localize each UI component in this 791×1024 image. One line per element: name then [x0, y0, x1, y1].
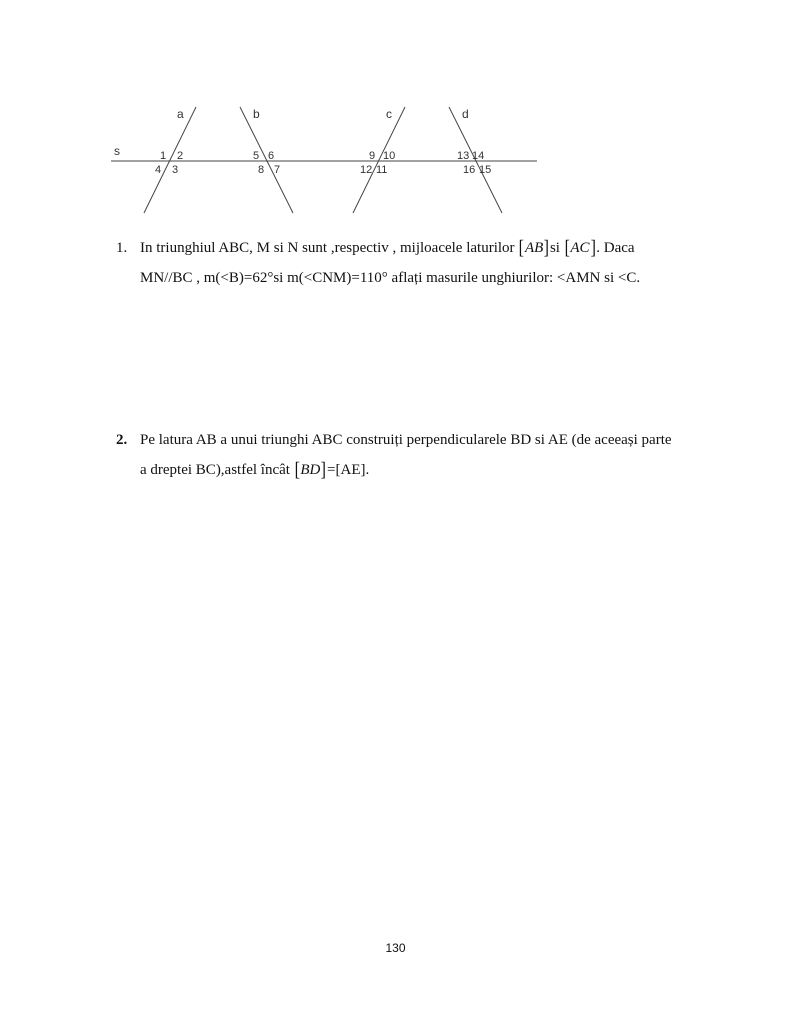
angle-label-3: 3: [172, 164, 179, 176]
problem-2-text-a: a dreptei BC),astfel încât: [140, 462, 294, 478]
angle-label-16: 16: [463, 164, 476, 176]
problem-1-text-b: si: [549, 240, 564, 256]
parallel-lines-figure: [0, 0, 791, 230]
label-c: c: [386, 107, 392, 121]
angle-label-4: 4: [155, 164, 162, 176]
angle-label-2: 2: [177, 150, 184, 162]
problem-1-text-a: In triunghiul ABC, M si N sunt ,respectiv , mijloacele laturilor: [140, 240, 519, 256]
line-b: [240, 107, 293, 213]
problem-2-text: [140, 425, 716, 485]
segment-bd: BD: [300, 462, 321, 478]
line-a: [144, 107, 196, 213]
problem-1-line-1: In triunghiul ABC, M si N sunt ,respectiv , mijloacele laturilor [AB]si [AC]. Daca: [140, 237, 635, 259]
line-c: [353, 107, 405, 213]
label-d: d: [462, 107, 469, 121]
angle-label-9: 9: [369, 150, 376, 162]
problem-1-text: [140, 233, 716, 293]
label-a: a: [177, 107, 184, 121]
angle-label-12: 12: [360, 164, 373, 176]
angle-label-7: 7: [274, 164, 281, 176]
angle-label-10: 10: [383, 150, 396, 162]
angle-label-5: 5: [253, 150, 260, 162]
problem-2-text-b: =[AE].: [327, 462, 370, 478]
problem-1: [116, 233, 716, 293]
problem-1-number: 1.: [116, 240, 128, 256]
angle-label-1: 1: [160, 150, 167, 162]
problem-1-line-2: MN//BC , m(<B)=62°si m(<CNM)=110° aflați masurile unghiurilor: <AMN si <C.: [140, 270, 641, 286]
label-s: s: [114, 144, 120, 158]
label-b: b: [253, 107, 260, 121]
page-number: 130: [385, 941, 406, 955]
angle-label-13: 13: [457, 150, 470, 162]
problem-2-line-1: Pe latura AB a unui triunghi ABC construiți perpendicularele BD si AE (de aceeași parte: [140, 432, 672, 448]
segment-ac: AC: [570, 240, 590, 256]
angle-label-15: 15: [479, 164, 492, 176]
angle-label-8: 8: [258, 164, 265, 176]
angle-label-11: 11: [376, 164, 388, 176]
segment-ab: AB: [524, 240, 544, 256]
problem-2-line-2: a dreptei BC),astfel încât [BD]=[AE].: [140, 459, 370, 481]
problem-1-text-c: . Daca: [596, 240, 635, 256]
angle-label-14: 14: [472, 150, 485, 162]
problem-2: [116, 425, 716, 485]
angle-label-6: 6: [268, 150, 275, 162]
problem-2-number: 2.: [116, 432, 128, 448]
